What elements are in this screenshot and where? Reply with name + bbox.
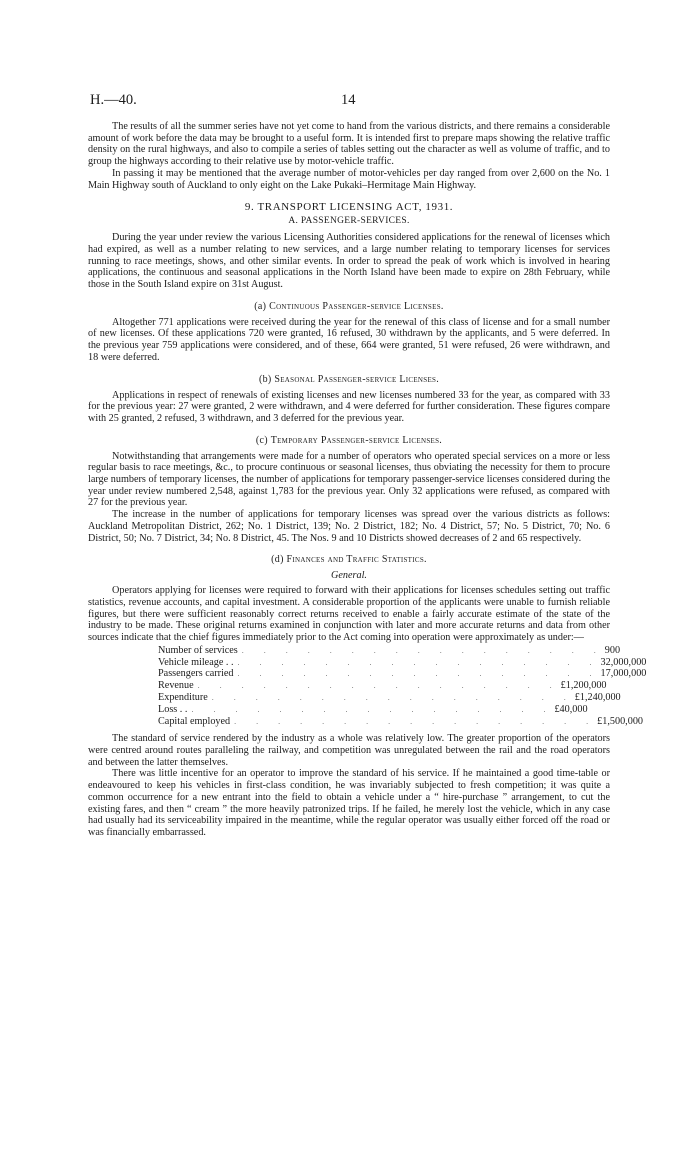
seasonal-licenses-paragraph: Applications in respect of renewals of existing licenses and new licenses numbered 33 for the year, as compared with 33 for the previous year: 27 were granted, 2 were withdrawn, and 4 were deferred for further consideration. These figures compare with 25 granted, 2 refused, 3 withdrawn, and 3 deferred for the previous year. bbox=[88, 389, 610, 424]
intro-paragraph-2: In passing it may be mentioned that the average number of motor-vehicles per day ranged from over 2,600 on the No. 1 Main Highway south of Auckland to only eight on the Lake Pukaki–Hermitage Main Highway. bbox=[88, 167, 610, 191]
stat-row: Revenue . . . . . . . . . . . . . . . . . £1,200,000 bbox=[158, 680, 607, 692]
stat-label: Expenditure bbox=[158, 691, 208, 703]
temporary-licenses-heading: (c) Temporary Passenger-service Licenses. bbox=[255, 434, 443, 446]
page-number: 14 bbox=[341, 92, 356, 108]
stat-row: Capital employed . . . . . . . . . . . . . . . . . £1,500,000 bbox=[158, 715, 643, 727]
page-body bbox=[88, 121, 647, 839]
document-reference: H.—40. bbox=[90, 92, 137, 108]
temporary-licenses-paragraph-1: Notwithstanding that arrangements were made for a number of operators who operated special services on a more or less regular basis to race meetings, &c., to procure continuous or seasonal licenses, thus obviating the necessity for them to procure large numbers of temporary licenses, the number of applications for temporary passenger-service licenses considered during the year under review numbered 2,548, against 1,783 for the previous year. Only 32 applications were refused, as compared with 27 for the previous year. bbox=[88, 450, 610, 509]
temporary-licenses-paragraph-2: The increase in the number of applications for temporary licenses was spread over the various districts as follows: Auckland Metropolitan District, 262; No. 1 District, 139; No. 2 District, 182; No. 4 District, 57; No. 5 District, 70; No. 6 District, 50; No. 7 District, 34; No. 8 District, 45. The Nos. 9 and 10 Districts showed decreases of 2 and 65 respectively. bbox=[88, 509, 610, 544]
statistics-table bbox=[158, 644, 647, 728]
stat-row: Number of services . . . . . . . . . . . . . . . . . 900 bbox=[158, 644, 621, 656]
stat-value: £40,000 bbox=[554, 703, 588, 715]
finances-paragraph-3: There was little incentive for an operator to improve the standard of his service. If he maintained a good time-table or endeavoured to keep his vehicles in first-class condition, he was invariably subjected to fresh competition; it was quite a common occurrence for a new entrant into the field to obtain a vehicle under a “ hire-purchase ” arrangement, to cut the existing fares, and then “ cream ” the more heavily patronized trips. If he failed, he merely lost the vehicle, which in any case had usually had its serviceability impaired in the meantime, while the regular operator was usually either forced off the road or was financially embarrassed. bbox=[88, 768, 610, 838]
stat-label: Passengers carried bbox=[158, 668, 234, 680]
stat-row: Expenditure . . . . . . . . . . . . . . . . . £1,240,000 bbox=[158, 691, 621, 703]
stat-label: Revenue bbox=[158, 680, 194, 692]
stat-label: Loss . . bbox=[158, 703, 188, 715]
stat-row: Loss . . . . . . . . . . . . . . . . . . . £40,000 bbox=[158, 703, 588, 715]
stat-value: £1,500,000 bbox=[597, 715, 643, 727]
page-header bbox=[90, 92, 610, 110]
stat-label: Number of services bbox=[158, 644, 238, 656]
stat-row: Passengers carried . . . . . . . . . . . . . . . . . 17,000,000 bbox=[158, 668, 647, 680]
stat-label: Capital employed bbox=[158, 715, 231, 727]
stat-row: Vehicle mileage . . . . . . . . . . . . . . . . . . . 32,000,000 bbox=[158, 656, 647, 668]
section-intro-paragraph: During the year under review the various Licensing Authorities considered applications for the renewal of licenses which had expired, as well as a number relating to new services, and a large number relating to temporary licenses for services running to race meetings, shows, and other similar events. In order to spread the peak of work which is involved in hearing applications, the continuous and seasonal applications in the North Island have been made to expire on 28th February, while those in the South Island expire on 31st August. bbox=[88, 232, 610, 291]
intro-paragraph-1: The results of all the summer series have not yet come to hand from the various districts, and there remains a considerable amount of work before the data may be brought to a useful form. It is intended first to prepare maps showing the relative traffic density on the rural highways, and also to compile a series of tables setting out the character as well as volume of traffic, and to group the highways according to their relative use by motor-vehicle traffic. bbox=[88, 121, 610, 168]
seasonal-licenses-heading: (b) Seasonal Passenger-service Licenses. bbox=[258, 373, 440, 385]
finances-subheading: General. bbox=[331, 570, 367, 582]
finances-heading: (d) Finances and Traffic Statistics. bbox=[271, 554, 427, 566]
stat-value: 17,000,000 bbox=[600, 668, 647, 680]
stat-value: 32,000,000 bbox=[600, 656, 647, 668]
section-subtitle: A. PASSENGER-SERVICES. bbox=[288, 216, 410, 227]
finances-paragraph-2: The standard of service rendered by the industry as a whole was relatively low. The greater proportion of the operators were centred around routes paralleling the railway, and competition was unregulated between the rail and the road operators and between the latter themselves. bbox=[88, 733, 610, 768]
stat-value: £1,240,000 bbox=[574, 691, 621, 703]
stat-value: £1,200,000 bbox=[560, 680, 607, 692]
stat-value: 900 bbox=[604, 644, 621, 656]
stat-label: Vehicle mileage . . bbox=[158, 656, 234, 668]
finances-paragraph-1: Operators applying for licenses were required to forward with their applications for licenses schedules setting out traffic statistics, revenue accounts, and capital investment. A considerable proportion of the applicants were unable to furnish reliable figures, but there were sufficient reasonably correct returns received to enable a fairly accurate estimate of the state of the industry to be made. These original returns examined in conjunction with later and more accurate returns and data from other sources indicate that the chief figures immediately prior to the Act coming into operation were approximately as under:— bbox=[88, 585, 610, 644]
continuous-licenses-paragraph: Altogether 771 applications were received during the year for the renewal of this class of license and for a small number of new licenses. Of these applications 720 were granted, 16 refused, 30 withdrawn by the applicants, and 5 were deferred. In the previous year 759 applications were considered, and of these, 664 were granted, 51 were refused, 26 were withdrawn, and 18 were deferred. bbox=[88, 316, 610, 363]
section-title: 9. TRANSPORT LICENSING ACT, 1931. bbox=[244, 201, 454, 214]
continuous-licenses-heading: (a) Continuous Passenger-service Licenses. bbox=[254, 300, 444, 312]
